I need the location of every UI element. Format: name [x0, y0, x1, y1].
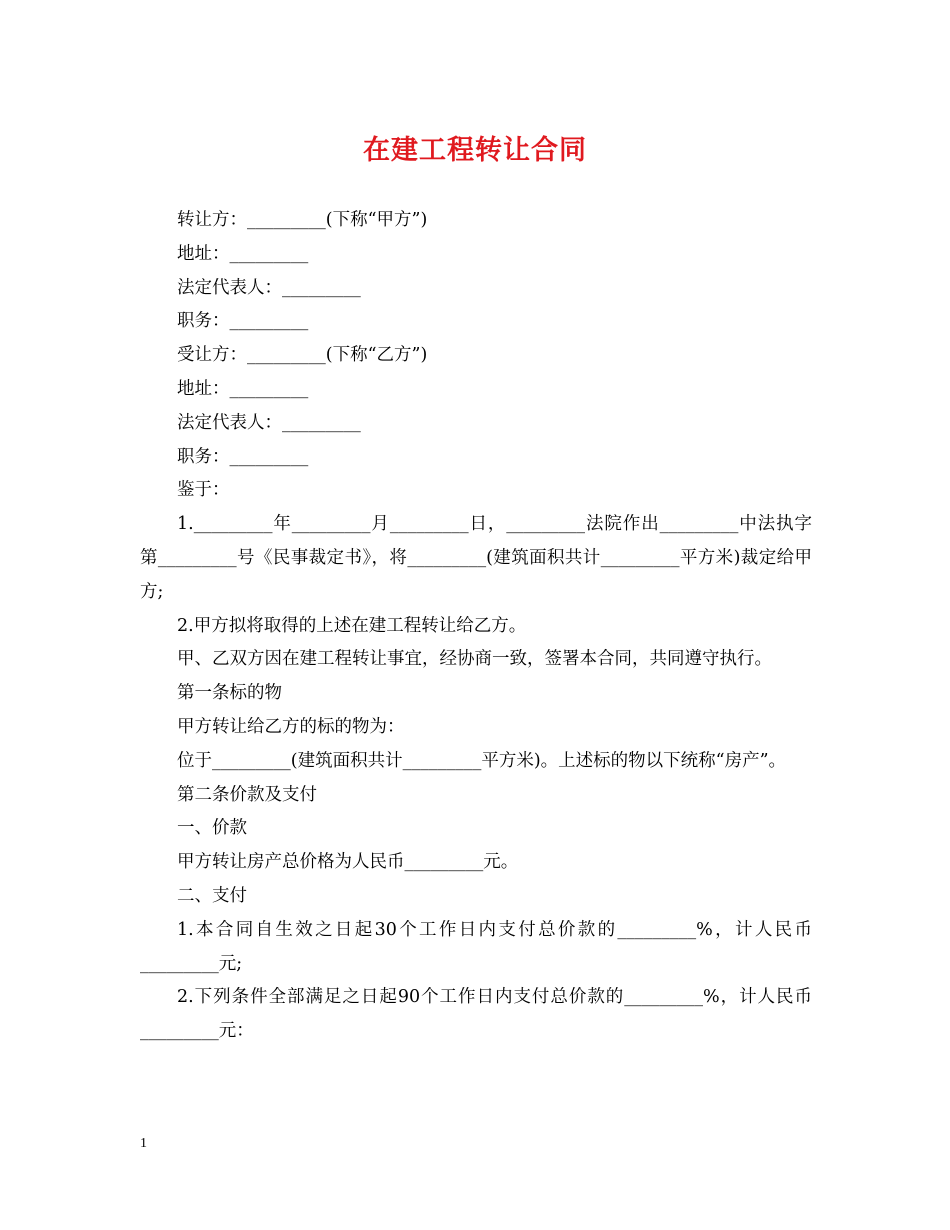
paragraph-whereas: 鉴于：: [177, 480, 230, 501]
heading-payment: 二、支付: [177, 885, 247, 906]
paragraph-transferee-position: 职务：_________: [177, 446, 309, 467]
paragraph-transferee-legal-rep: 法定代表人：_________: [177, 412, 361, 433]
paragraph-recital-2: 2.甲方拟将取得的上述在建工程转让给乙方。: [177, 615, 527, 636]
paragraph-transferor-legal-rep: 法定代表人：_________: [177, 277, 361, 298]
paragraph-transferor-position: 职务：_________: [177, 311, 309, 332]
paragraph-payment-1: 1.本合同自生效之日起30个工作日内支付总价款的_________%，计人民币_________元;: [140, 919, 812, 974]
paragraph-transferee-address: 地址：_________: [177, 378, 309, 399]
page-number: 1: [140, 1136, 147, 1151]
paragraph-agreement: 甲、乙双方因在建工程转让事宜，经协商一致，签署本合同，共同遵守执行。: [177, 649, 772, 670]
paragraph-subject-location: 位于_________(建筑面积共计_________平方米)。上述标的物以下统称“房产”。: [177, 750, 787, 771]
paragraph-payment-2: 2.下列条件全部满足之日起90个工作日内支付总价款的_________%，计人民币_________元：: [140, 987, 812, 1042]
paragraph-recital-1: 1._________年_________月_________日，_________法院作出_________中法执字第_________号《民事裁定书》，将_________(建筑面积共计_________平方米)裁定给甲方;: [140, 514, 812, 602]
paragraph-subject-intro: 甲方转让给乙方的标的物为：: [177, 716, 405, 737]
heading-article-1: 第一条标的物: [177, 683, 282, 704]
paragraph-transferor-address: 地址：_________: [177, 243, 309, 264]
heading-article-2: 第二条价款及支付: [177, 784, 317, 805]
document-body: [140, 204, 812, 1049]
paragraph-transferee: 受让方：_________(下称“乙方”): [177, 345, 428, 366]
paragraph-total-price: 甲方转让房产总价格为人民币_________元。: [177, 852, 519, 873]
paragraph-transferor: 转让方：_________(下称“甲方”): [177, 210, 428, 230]
heading-price: 一、价款: [177, 818, 247, 839]
document-title: 在建工程转让合同: [363, 135, 587, 166]
